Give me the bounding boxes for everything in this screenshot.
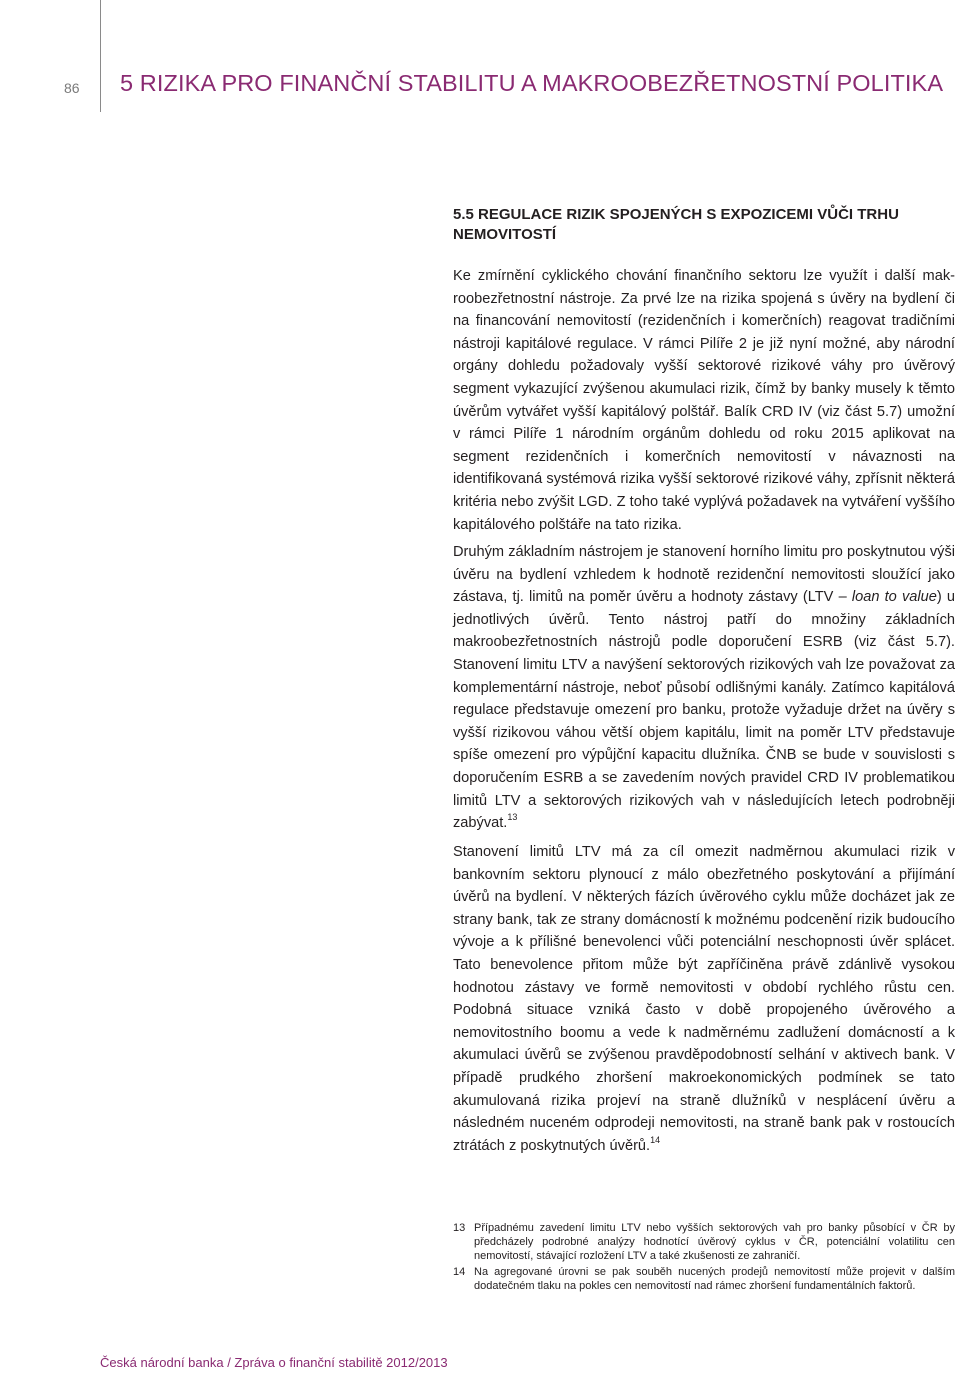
footnote-13 [453,1222,955,1263]
footnote-ref-14[interactable]: 14 [650,1134,661,1145]
paragraph-3 [453,841,955,1157]
page-number: 86 [64,80,80,96]
paragraph-2-part-1: Druhým základním nástrojem je stanovení horního limitu pro poskytnutou výši úvěru na bydlení vzhledem k hodnotě rezidenční nemovitosti sloužící jako zástava, tj. limitů na poměr úvěru a hodnoty zástavy (LTV – [453,544,955,606]
section-heading: 5.5 REGULACE RIZIK SPOJENÝCH S EXPOZICEMI VŮČI TRHU NEMOVITOSTÍ [453,206,899,243]
page-footer: Česká národní banka / Zpráva o finanční stabilitě 2012/2013 [100,1355,448,1370]
footnote-ref-13[interactable]: 13 [507,812,518,823]
footnote-number: 13 [453,1222,466,1234]
footnote-text: Na agregované úrovni se pak souběh nucených prodejů nemovitostí může projevit v dalším dodatečném tlaku na pokles cen nemovitostí nad rámec zhoršení fundamentálních faktorů. [474,1266,955,1293]
paragraph-2 [453,541,955,835]
paragraph-3-body: Stanovení limitů LTV má za cíl omezit nadměrnou akumulaci rizik v bankovním sektoru plynoucí z málo obezřetného poskytování a přijímání úvěrů na bydlení. V některých fázích úvěrového cyklu může docházet jak ze strany bank, tak ze strany domácností k možnému podcenění rizik budoucího vývoje a k přílišné benevolenci vůči potenciální neschopnosti úvěr splácet. Tato benevolence přitom může být zapříčiněna právě zdánlivě vysokou hodnotou zástavy ve formě nemovitosti v období rychlého růstu cen. Podobná situace vzniká často v době propojeného úvěrového a nemovitostního boomu a vede k nadměrnému zadlužení domácností a k akumulaci úvěrů se zvýšenou pravděpodobností selhání v aktivech bank. V případě prudkého zhoršení makroekonomických podmínek se tato akumulovaná rizika projeví na straně dlužníků v nesplácení úvěru a následném nuceném odprodeji nemovitosti, na straně bank pak v rostoucích ztrátách z poskytnutých úvěrů. [453,844,955,1154]
footnote-text: Případnému zavedení limitu LTV nebo vyšších sektorových vah pro banky působící v ČR by předcházely podrobné analýzy hodnotící úvěrový cyklus v ČR, potenciální volatilitu cen nemovitostí, stávající rozložení LTV a také zkušenosti ze zahraničí. [474,1222,955,1262]
paragraph-1 [453,265,955,536]
footnotes [453,1222,955,1297]
paragraph-3-text [453,841,955,1157]
loan-to-value-term: loan to value [851,589,937,606]
footnote-14 [453,1266,955,1294]
paragraph-1-text: Ke zmírnění cyklického chování finančního sektoru lze využít i další makroobezřetnostní nástroje. Za prvé lze na rizika spojená s úvěry na bydlení či na financování nemovitostí (rezidenčních i komerčních) reagovat tradičními nástroji kapitálové regulace. V rámci Pilíře 2 je již nyní možné, aby národní orgány dohledu požadovaly vyšší sektorové rizikové váhy pro úvěrový segment vykazující zvýšenou akumulaci rizik, čímž by banky musely k těmto úvěrům vytvářet vyšší kapitálový polštář. Balík CRD IV (viz část 5.7) umožní v rámci Pilíře 1 národním orgánům dohledu od roku 2015 aplikovat na segment rezidenčních i komerčních nemovitostí v návaznosti na identifikovaná systémová rizika vyšší sektorové rizikové váhy, zpřísnit některá kritéria nebo zvýšit LGD. Z toho také vyplývá požadavek na vytváření vyššího kapitálového polštáře na tato rizika. [453,268,955,533]
header-divider [100,0,101,112]
paragraph-2-part-2: ) u jednotlivých úvěrů. Tento nástroj patří do množiny základních makroobezřetnostních nástrojů podle doporučení ESRB (viz část 5.7). Stanovení limitu LTV a navýšení sektorových rizikových vah lze považovat za komplementární nástroje, neboť působí odlišnými kanály. Zatímco kapitálová regulace představuje omezení pro banku, protože vyžaduje držet na úvěry s vyšší rizikovou váhou větší objem kapitálu, limit na poměr LTV představuje spíše omezení pro výpůjční kapacitu dlužníka. ČNB se bude v souvislosti s doporučením ESRB a se zavedením nových pravidel CRD IV problematikou limitů LTV a sektorových rizikových vah v následujících letech podrobněji zabývat. [453,589,955,832]
chapter-title: 5 RIZIKA PRO FINANČNÍ STABILITU A MAKROOBEZŘETNOSTNÍ POLITIKA [120,70,944,96]
paragraph-2-text [453,541,955,835]
footnote-number: 14 [453,1266,466,1279]
